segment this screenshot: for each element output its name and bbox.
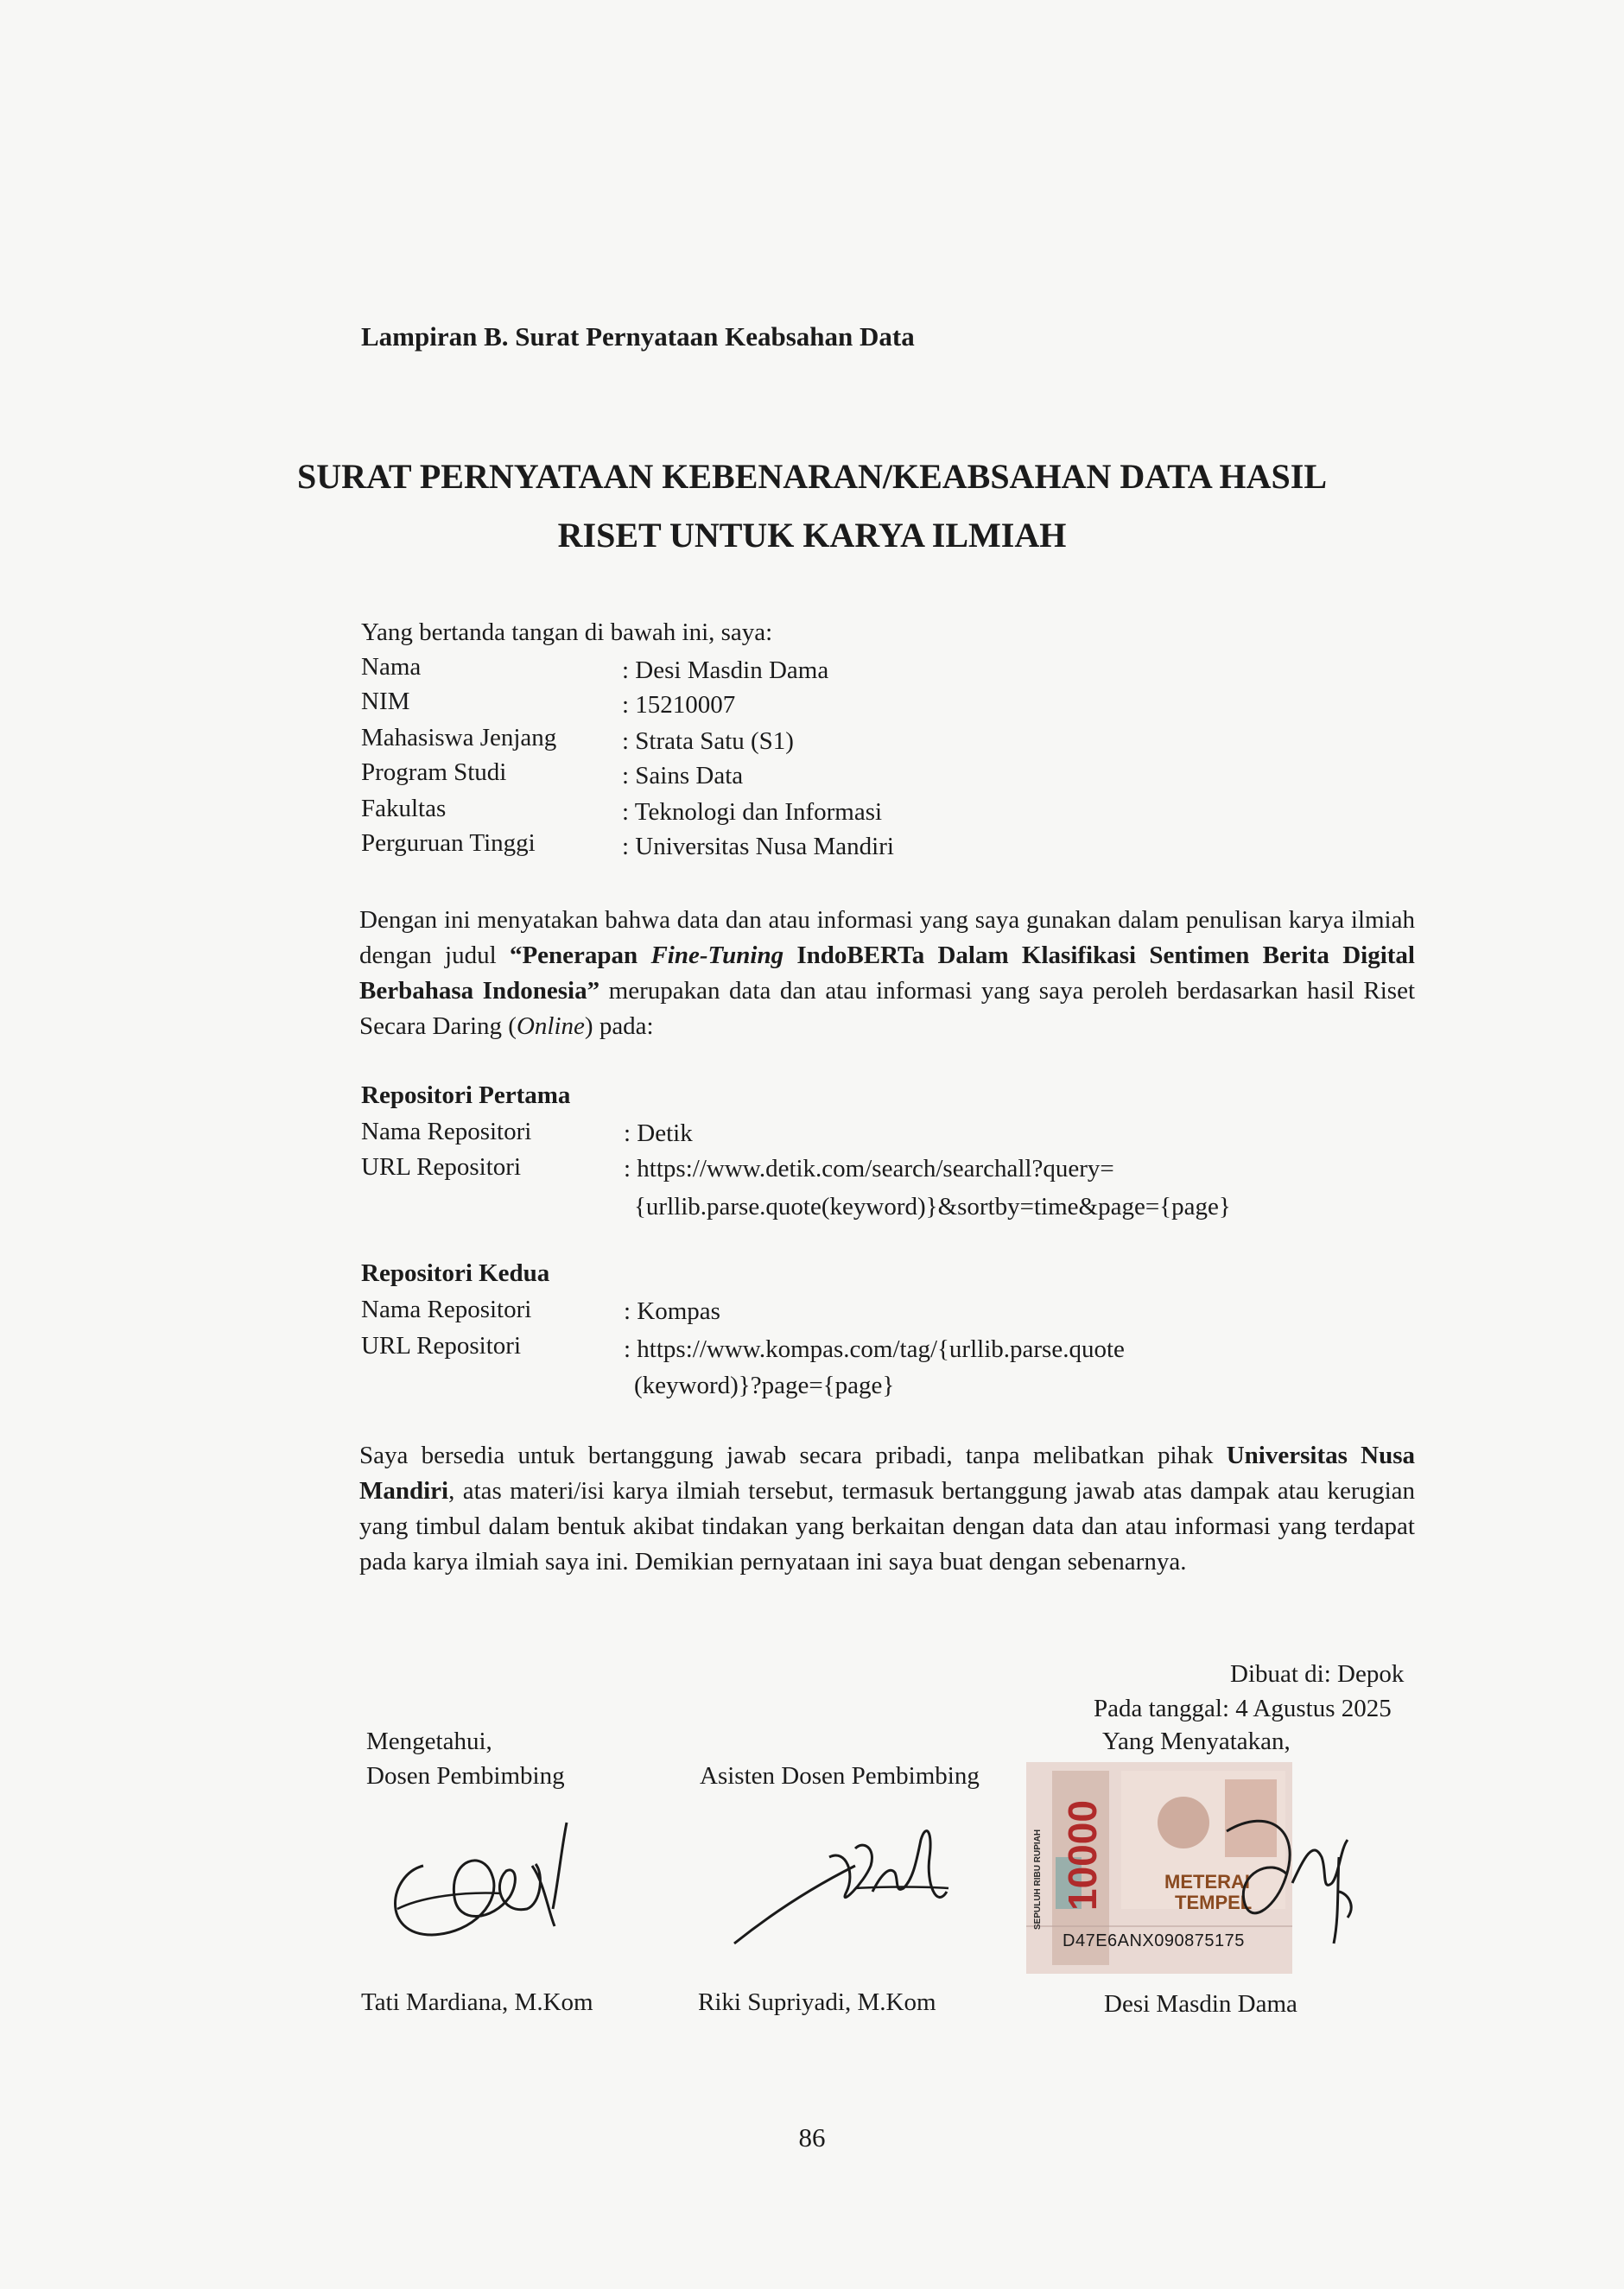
repo-url-label: URL Repositori bbox=[361, 1153, 522, 1181]
repo-first-heading: Repositori Pertama bbox=[361, 1081, 571, 1109]
identity-label: NIM bbox=[361, 688, 410, 715]
identity-label: Program Studi bbox=[361, 758, 507, 786]
stamp-word-meterai: METERAI bbox=[1164, 1871, 1250, 1893]
middle-signature bbox=[726, 1814, 950, 1952]
research-title: “Penerapan Fine-Tuning IndoBERTa Dalam Klasifikasi Sentimen Berita Digital Berbahasa Indonesia” bbox=[359, 942, 1415, 1005]
identity-value: : Teknologi dan Informasi bbox=[622, 798, 883, 826]
identity-label: Fakultas bbox=[361, 795, 447, 822]
left-signature bbox=[371, 1814, 579, 1952]
date-text: Pada tanggal: 4 Agustus 2025 bbox=[1094, 1695, 1392, 1722]
closing-paragraph: Saya bersedia untuk bertanggung jawab secara pribadi, tanpa melibatkan pihak Universitas Nusa Mandiri, atas materi/isi karya ilmiah tersebut, termasuk bertanggung jawab atas dampak atau kerugian yang timbul dalam bentuk akibat tindakan yang berkaitan dengan data dan atau informasi yang terdapat pada karya ilmiah saya ini. Demikian pernyataan ini saya buat dengan sebenarnya. bbox=[359, 1442, 1416, 1576]
repo-name-label: Nama Repositori bbox=[361, 1296, 532, 1323]
right-signatory-line1: Yang Menyatakan, bbox=[1102, 1728, 1291, 1755]
repo-url-value-cont: {urllib.parse.quote(keyword)}&sortby=time&page={page} bbox=[634, 1193, 1231, 1221]
stamp-word-tempel: TEMPEL bbox=[1175, 1892, 1253, 1913]
statement-paragraph: Dengan ini menyatakan bahwa data dan atau informasi yang saya gunakan dalam penulisan karya ilmiah dengan judul “Penerapan Fine-Tuning IndoBERTa Dalam Klasifikasi Sentimen Berita Digital Berbahasa Indonesia” merupakan data dan atau informasi yang saya peroleh berdasarkan hasil Riset Secara Daring (Online) pada: bbox=[359, 906, 1415, 1040]
place-text: Dibuat di: Depok bbox=[1230, 1660, 1405, 1688]
appendix-heading: Lampiran B. Surat Pernyataan Keabsahan Data bbox=[361, 321, 915, 352]
repo-name-label: Nama Repositori bbox=[361, 1118, 532, 1145]
stamp-side-text: SEPULUH RIBU RUPIAH bbox=[1033, 1829, 1043, 1930]
intro-text: Yang bertanda tangan di bawah ini, saya: bbox=[361, 618, 773, 646]
identity-value: : Sains Data bbox=[622, 762, 744, 789]
identity-value: : 15210007 bbox=[622, 691, 736, 719]
document-title-line-2: RISET UNTUK KARYA ILMIAH bbox=[557, 516, 1067, 555]
middle-signatory-name: Riki Supriyadi, M.Kom bbox=[698, 1988, 936, 2016]
page-number: 86 bbox=[798, 2122, 826, 2153]
left-signatory-role: Dosen Pembimbing bbox=[366, 1762, 565, 1790]
repo-name-value: : Detik bbox=[624, 1119, 693, 1147]
identity-label: Nama bbox=[361, 653, 422, 681]
repo-second-heading: Repositori Kedua bbox=[361, 1259, 550, 1287]
stamp-value: 10000 bbox=[1060, 1800, 1105, 1912]
repo-url-value-cont: (keyword)}?page={page} bbox=[634, 1372, 895, 1399]
identity-value: : Strata Satu (S1) bbox=[622, 727, 794, 755]
middle-signatory-role: Asisten Dosen Pembimbing bbox=[700, 1762, 980, 1790]
right-signatory-name: Desi Masdin Dama bbox=[1104, 1990, 1297, 2018]
document-title-line-1: SURAT PERNYATAAN KEBENARAN/KEABSAHAN DATA HASIL bbox=[296, 457, 1328, 496]
identity-label: Perguruan Tinggi bbox=[361, 829, 536, 857]
right-signature bbox=[1209, 1797, 1365, 1952]
identity-value: : Desi Masdin Dama bbox=[622, 656, 829, 684]
repo-url-value: : https://www.kompas.com/tag/{urllib.parse.quote bbox=[624, 1335, 1125, 1363]
repo-url-value: : https://www.detik.com/search/searchall?query= bbox=[624, 1155, 1114, 1183]
identity-label: Mahasiswa Jenjang bbox=[361, 724, 557, 751]
repo-name-value: : Kompas bbox=[624, 1297, 720, 1325]
identity-value: : Universitas Nusa Mandiri bbox=[622, 833, 894, 860]
left-signatory-line1: Mengetahui, bbox=[366, 1728, 492, 1755]
repo-url-label: URL Repositori bbox=[361, 1332, 522, 1360]
stamp-serial: D47E6ANX090875175 bbox=[1063, 1931, 1245, 1950]
left-signatory-name: Tati Mardiana, M.Kom bbox=[361, 1988, 593, 2016]
